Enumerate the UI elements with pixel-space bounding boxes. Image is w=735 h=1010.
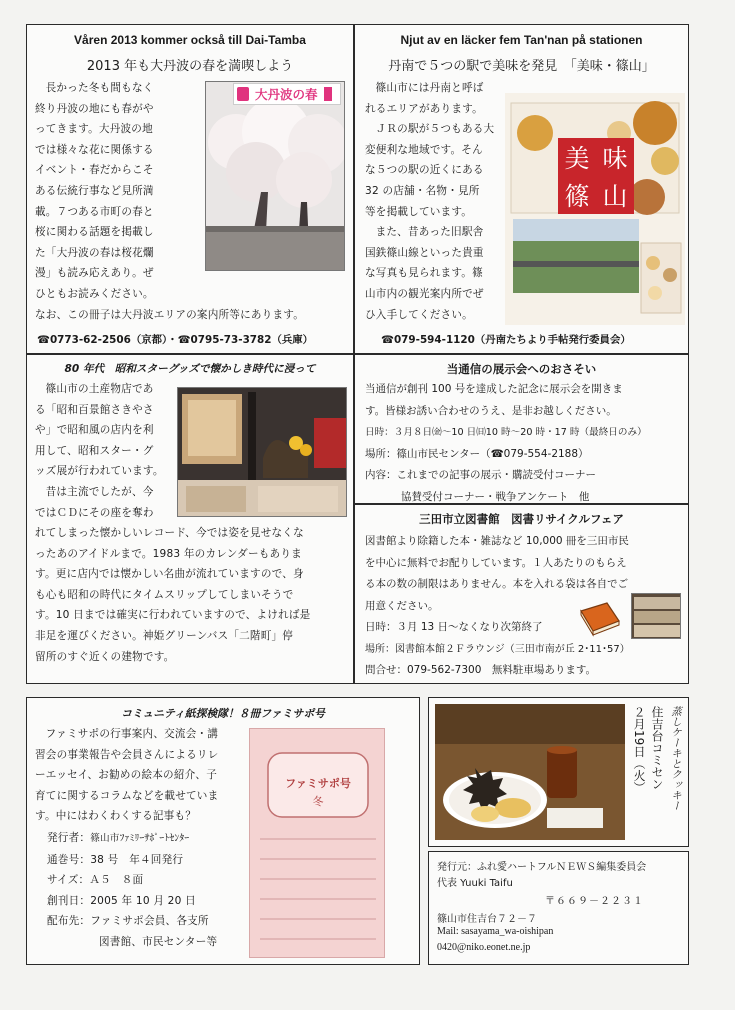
- section-showa: [26, 354, 354, 684]
- showa-line: れてしまった懐かしいレコード、今では姿を見せなくな: [35, 527, 304, 539]
- spring-badge: [233, 83, 341, 105]
- showa-line: 非足を運びください。神姫グリーンバス「二階町」停: [35, 629, 294, 642]
- library-bookshelf-photo: [631, 593, 681, 639]
- gourmet-line: 国鉄篠山線といった貴重: [365, 246, 484, 259]
- gourmet-line: な写真も見られます。篠: [365, 267, 483, 280]
- gourmet-line: 32 の店舗・名物・見所: [365, 184, 480, 197]
- exhibition-body: [365, 379, 685, 508]
- publisher-line2: 代表 Yuuki Taifu: [437, 878, 513, 889]
- detail-value: 38 号 年４回発行: [90, 853, 184, 866]
- showa-line: 留所のすぐ近くの建物です。: [35, 650, 175, 663]
- spring-body: [35, 78, 205, 305]
- community-line: ファミサポの行事案内、交流会・講: [45, 728, 219, 740]
- exhibition-title: 当通信の展示会へのおさそい: [446, 362, 597, 376]
- logo-char: 美: [564, 144, 590, 173]
- spring-line: 載。７つある市町の春と: [35, 205, 154, 218]
- spring-contact: ☎0773-62-2506（京都）・☎0795-73-3782（兵庫）: [37, 334, 314, 346]
- gourmet-line: 変便利な地域です。そん: [365, 143, 483, 156]
- exhibition-content: 内容：これまでの記事の展示・購読受付コーナー: [365, 469, 596, 481]
- section-exhibition: [354, 354, 689, 504]
- showa-title: 80 年代 昭和スターグッズで懐かしき時代に浸って: [64, 363, 316, 375]
- section-gourmet: [354, 24, 689, 354]
- detail-row: [47, 870, 267, 891]
- logo-char: 山: [602, 182, 628, 211]
- gourmet-line: ＪＲの駅が５つもある大: [375, 123, 495, 136]
- exhibition-line: す。皆様お誘い合わせのうえ、是非お越しください。: [365, 404, 617, 417]
- community-line: 育てに関するコラムなどを載せていま: [35, 789, 219, 802]
- detail-value: Ａ５ ８面: [89, 874, 144, 887]
- gourmet-line: 篠山市には丹南と呼ば: [375, 82, 484, 94]
- detail-value: 篠山市ﾌｧﾐﾘｰｻﾎﾟｰﾄｾﾝﾀｰ: [90, 833, 190, 844]
- detail-label: 通巻号：: [47, 853, 91, 866]
- library-line: る本の数の制限はありません。本を入れる袋は各自でご: [365, 578, 629, 590]
- publisher-mail: Mail: sasayama_wa-oishipan: [437, 926, 554, 937]
- spring-badge-text: 大丹波の春: [255, 87, 318, 102]
- detail-value: 2005 年 10 月 20 日: [90, 894, 196, 907]
- spring-line: ひともお読みください。: [35, 287, 154, 300]
- showa-line: す。更に店内では懐かしい名曲が流れていますので、身: [35, 568, 304, 581]
- library-title: 三田市立図書館 図書リサイクルフェア: [419, 512, 624, 526]
- exhibition-line: 当通信が創刊 100 号を達成した記念に展示会を開きま: [365, 383, 623, 395]
- showa-line: 用して、昭和スター・グ: [35, 444, 154, 457]
- showa-line: ッズ展が行われています。: [35, 465, 164, 478]
- snack-photo: [435, 704, 625, 840]
- caption-col-c: ２月19日（火）: [632, 706, 646, 794]
- showa-line: 篠山市の土産物店であ: [45, 383, 154, 395]
- spring-line: ってきます。大丹波の地: [35, 123, 153, 136]
- gourmet-line: また、昔あった旧駅舎: [375, 226, 484, 239]
- publisher-postal: 〒６６９－２２３１: [545, 896, 644, 907]
- library-date: 日時：３月 13 日～なくなり次第終了: [365, 621, 543, 633]
- detail-row: [47, 850, 267, 871]
- community-details: [47, 828, 267, 953]
- community-line: ーエッセイ、お勧めの絵本の紹介、子: [35, 769, 218, 782]
- gourmet-line: な５つの駅の近くにある: [365, 164, 484, 177]
- library-contact: 問合せ：079-562-7300 無料駐車場あります。: [365, 664, 597, 676]
- gourmet-title-jp: 丹南で５つの駅で美味を発見 「美味・篠山」: [388, 59, 655, 74]
- showa-body-full: [35, 523, 353, 667]
- detail-row: [47, 891, 267, 912]
- exhibition-content-2: 協賛受付コーナー・戦争アンケート 他: [401, 490, 590, 503]
- detail-value: 図書館、市民センター等: [99, 935, 218, 948]
- showa-line: す。10 日までは確実に行われていますので、よければ是: [35, 609, 311, 622]
- section-publisher: [428, 851, 689, 965]
- spring-title-jp: 2013 年も大丹波の春を満喫しよう: [86, 59, 294, 74]
- showa-line: も心も昭和の時代にタイムスリップしてしまいそうで: [35, 588, 294, 601]
- cover-title: ファミサポ号: [285, 777, 351, 790]
- book-icon: [577, 599, 623, 639]
- showa-line: ではＣＤにその座を奪わ: [35, 506, 154, 519]
- gourmet-logo: [558, 138, 634, 214]
- detail-label: 発行者：: [47, 832, 91, 844]
- publisher-address: 篠山市住吉台７２－７: [437, 914, 537, 925]
- detail-row: [47, 911, 267, 932]
- gourmet-line: ひ入手してください。: [365, 308, 473, 321]
- detail-label: サイズ：: [47, 874, 90, 887]
- spring-line: イベント・春だからこそ: [35, 164, 154, 177]
- exhibition-date: 日時：３月８日㈮～10 日㈰10 時～20 時・17 時（最終日のみ）: [365, 427, 647, 438]
- section-spring: [26, 24, 354, 354]
- spring-line: た「大丹波の春は桜花爛: [35, 246, 154, 259]
- library-line: を中心に無料でお配りしています。１人あたりのもらえ: [365, 556, 627, 569]
- community-title: コミュニティ紙探検隊！８冊ファミサポ号: [121, 707, 325, 720]
- sakura-icon: [237, 87, 249, 101]
- famisapo-cover: [249, 728, 385, 958]
- exhibition-place: 場所：篠山市民センター（☎079-554-2188）: [365, 447, 589, 460]
- detail-value: ファミサポ会員、各支所: [90, 915, 209, 928]
- detail-row: [47, 932, 267, 953]
- community-line: す。中にはわくわくする記事も？: [35, 810, 197, 823]
- caption-col-a: 蒸しケーキとクッキー: [670, 706, 682, 811]
- spring-line: 長かった冬も間もなく: [45, 82, 154, 94]
- showa-line: や」で昭和風の店内を利: [35, 424, 154, 437]
- section-community: [26, 697, 420, 965]
- logo-char: 味: [602, 144, 628, 173]
- community-body: [35, 724, 245, 827]
- section-library: [354, 504, 689, 684]
- spring-body-tail: なお、この冊子は大丹波エリアの案内所等にあります。: [35, 309, 304, 321]
- library-line: 図書館より除籍した本・雑誌など 10,000 冊を三田市民: [365, 535, 629, 547]
- detail-label: 創刊日：: [47, 894, 91, 907]
- gourmet-contact: ☎079-594-1120（丹南たちより手帖発行委員会）: [381, 334, 631, 346]
- showa-line: る「昭和百景館さきやさ: [35, 403, 154, 416]
- flag-icon: [324, 87, 332, 101]
- logo-char: 篠: [564, 182, 590, 211]
- showa-line: ったあのアイドルまで。1983 年のカレンダーもありま: [35, 547, 302, 560]
- publisher-line1: 発行元：ふれ愛ハートフルＮＥＷＳ編集委員会: [437, 862, 647, 873]
- spring-line: 漫」も読み応えあり。ぜ: [35, 267, 154, 280]
- detail-row: [47, 828, 267, 850]
- spring-line: 桜に関わる話題を掲載し: [35, 226, 154, 239]
- showa-line: 昔は主流でしたが、今: [45, 485, 154, 498]
- spring-line: 終り丹波の地にも春がや: [35, 102, 154, 115]
- gourmet-line: れるエリアがあります。: [365, 102, 483, 115]
- community-line: 習会の事業報告や会員さんによるリレ: [35, 748, 219, 761]
- caption-col-b: 住吉台コミセン: [650, 706, 664, 790]
- cover-subtitle: 冬: [312, 795, 324, 808]
- library-place: 場所：図書館本館２Ｆラウンジ（三田市南が丘 2･11･57）: [365, 643, 630, 655]
- publisher-mail-2: 0420@niko.eonet.ne.jp: [437, 942, 531, 953]
- spring-line: ある伝統行事など見所満: [35, 184, 154, 197]
- showa-shop-photo: [177, 387, 347, 517]
- spring-title-en: Våren 2013 kommer också till Dai-Tamba: [74, 33, 306, 47]
- library-line: 用意ください。: [365, 599, 439, 612]
- detail-label: 配布先：: [47, 915, 91, 928]
- gourmet-line: 山市内の観光案内所でぜ: [365, 287, 484, 300]
- gourmet-line: 等を掲載しています。: [365, 205, 473, 218]
- showa-body-short: [35, 379, 193, 523]
- gourmet-body: [365, 78, 525, 325]
- spring-line: では様々な花に関係する: [35, 143, 154, 156]
- gourmet-title-en: Njut av en läcker fem Tan'nan på stationen: [400, 33, 643, 47]
- cherry-blossom-photo: [205, 81, 345, 271]
- section-snack-photo: [428, 697, 689, 847]
